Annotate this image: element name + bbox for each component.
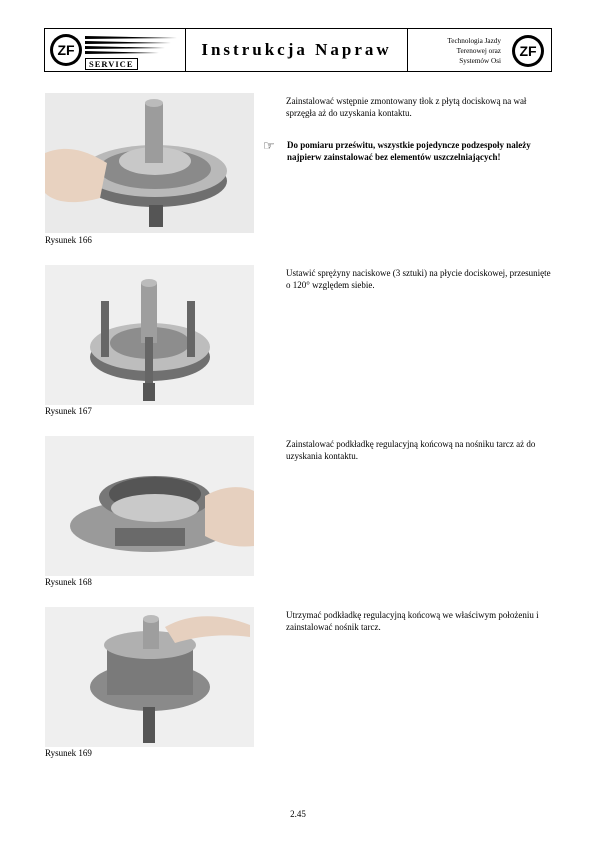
service-label: SERVICE	[85, 58, 138, 70]
zf-logo-icon	[49, 33, 83, 67]
figure-caption: Rysunek 167	[45, 406, 92, 416]
header-subtitle: Technologia Jazdy Terenowej oraz Systemów Osi	[447, 37, 501, 65]
speed-lines-icon	[85, 35, 177, 57]
figure-169-photo	[45, 607, 254, 747]
figure-caption: Rysunek 168	[45, 577, 92, 587]
pointing-hand-icon: ☞	[263, 138, 275, 153]
page-title: Instrukcja Napraw	[186, 29, 408, 71]
page-header	[44, 28, 552, 72]
zf-logo-icon	[511, 34, 545, 68]
instruction-text: Zainstalować podkładkę regulacyjną końcową na nośniku tarcz aż do uzyskania kontaktu.	[286, 439, 536, 461]
figure-caption: Rysunek 166	[45, 235, 92, 245]
instruction-text: Zainstalować wstępnie zmontowany tłok z płytą dociskową na wał sprzęgła aż do uzyskania kontaktu.	[286, 96, 527, 118]
instruction-text: Utrzymać podkładkę regulacyjną końcową we właściwym położeniu i zainstalować nośnik tarcz.	[286, 610, 539, 632]
warning-note: ☞ Do pomiaru prześwitu, wszystkie pojedyncze podzespoły należy najpierw zainstalować bez elementów uszczelniających!	[263, 138, 531, 162]
page-number: 2.45	[290, 809, 306, 819]
svg-text:ZF: ZF	[519, 43, 537, 59]
figure-168-photo	[45, 436, 254, 576]
svg-text:ZF: ZF	[57, 42, 75, 58]
figure-166-photo	[45, 93, 254, 233]
instruction-text: Ustawić sprężyny naciskowe (3 sztuki) na płycie dociskowej, przesunięte o 120° względem siebie.	[286, 268, 551, 290]
zf-service-logo	[45, 29, 186, 71]
header-right	[408, 29, 551, 71]
figure-caption: Rysunek 169	[45, 748, 92, 758]
figure-167-photo	[45, 265, 254, 405]
